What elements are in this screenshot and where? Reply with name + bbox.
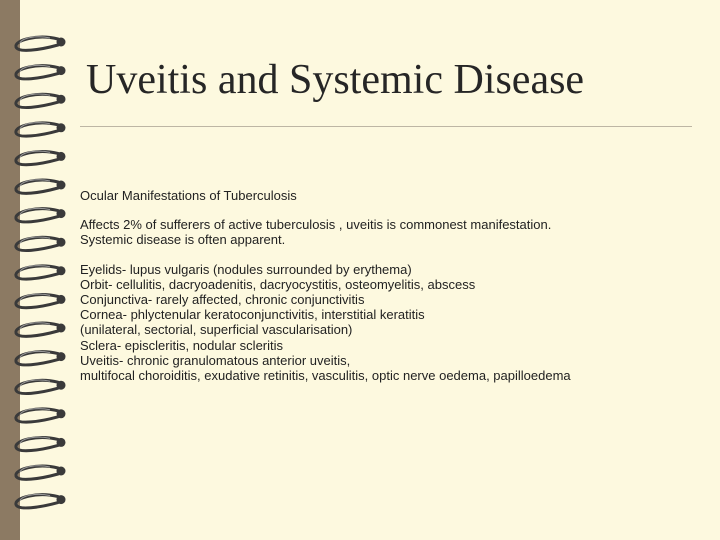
slide-content — [80, 188, 700, 383]
list-item: Orbit- cellulitis, dacryoadenitis, dacryocystitis, osteomyelitis, abscess — [80, 276, 476, 292]
intro-line: Affects 2% of sufferers of active tuberculosis , uveitis is commonest manifestation. — [80, 217, 552, 233]
slide-title: Uveitis and Systemic Disease — [86, 57, 585, 103]
spiral-ring-icon — [16, 151, 66, 165]
spiral-ring-icon — [16, 237, 66, 251]
spiral-ring-icon — [16, 180, 66, 194]
spiral-ring-icon — [16, 208, 66, 222]
list-item: Cornea- phlyctenular keratoconjunctivitis, interstitial keratitis — [80, 307, 425, 323]
spiral-ring-icon — [16, 494, 66, 508]
spiral-ring-icon — [16, 266, 66, 280]
spiral-ring-icon — [16, 437, 66, 451]
list-item: Conjunctiva- rarely affected, chronic conjunctivitis — [80, 292, 365, 308]
title-divider — [80, 126, 692, 127]
spiral-ring-icon — [16, 466, 66, 480]
spiral-ring-icon — [16, 65, 66, 79]
spiral-ring-icon — [16, 94, 66, 108]
list-item: (unilateral, sectorial, superficial vascularisation) — [80, 322, 353, 338]
intro-line: Systemic disease is often apparent. — [80, 232, 286, 248]
manifestation-list — [80, 262, 700, 384]
spiral-ring-icon — [16, 351, 66, 365]
spiral-binding — [0, 0, 80, 540]
spiral-ring-icon — [16, 380, 66, 394]
spiral-ring-icon — [16, 294, 66, 308]
spiral-ring-icon — [16, 123, 66, 137]
list-item: Eyelids- lupus vulgaris (nodules surrounded by erythema) — [80, 261, 412, 277]
list-item: multifocal choroiditis, exudative retinitis, vasculitis, optic nerve oedema, papilloedema — [80, 368, 571, 384]
list-item: Sclera- episcleritis, nodular scleritis — [80, 337, 284, 353]
list-item: Uveitis- chronic granulomatous anterior uveitis, — [80, 352, 351, 368]
spiral-ring-icon — [16, 37, 66, 51]
spiral-ring-icon — [16, 409, 66, 423]
spiral-ring-icon — [16, 323, 66, 337]
section-heading: Ocular Manifestations of Tuberculosis — [80, 188, 297, 203]
intro-paragraph — [80, 217, 700, 247]
